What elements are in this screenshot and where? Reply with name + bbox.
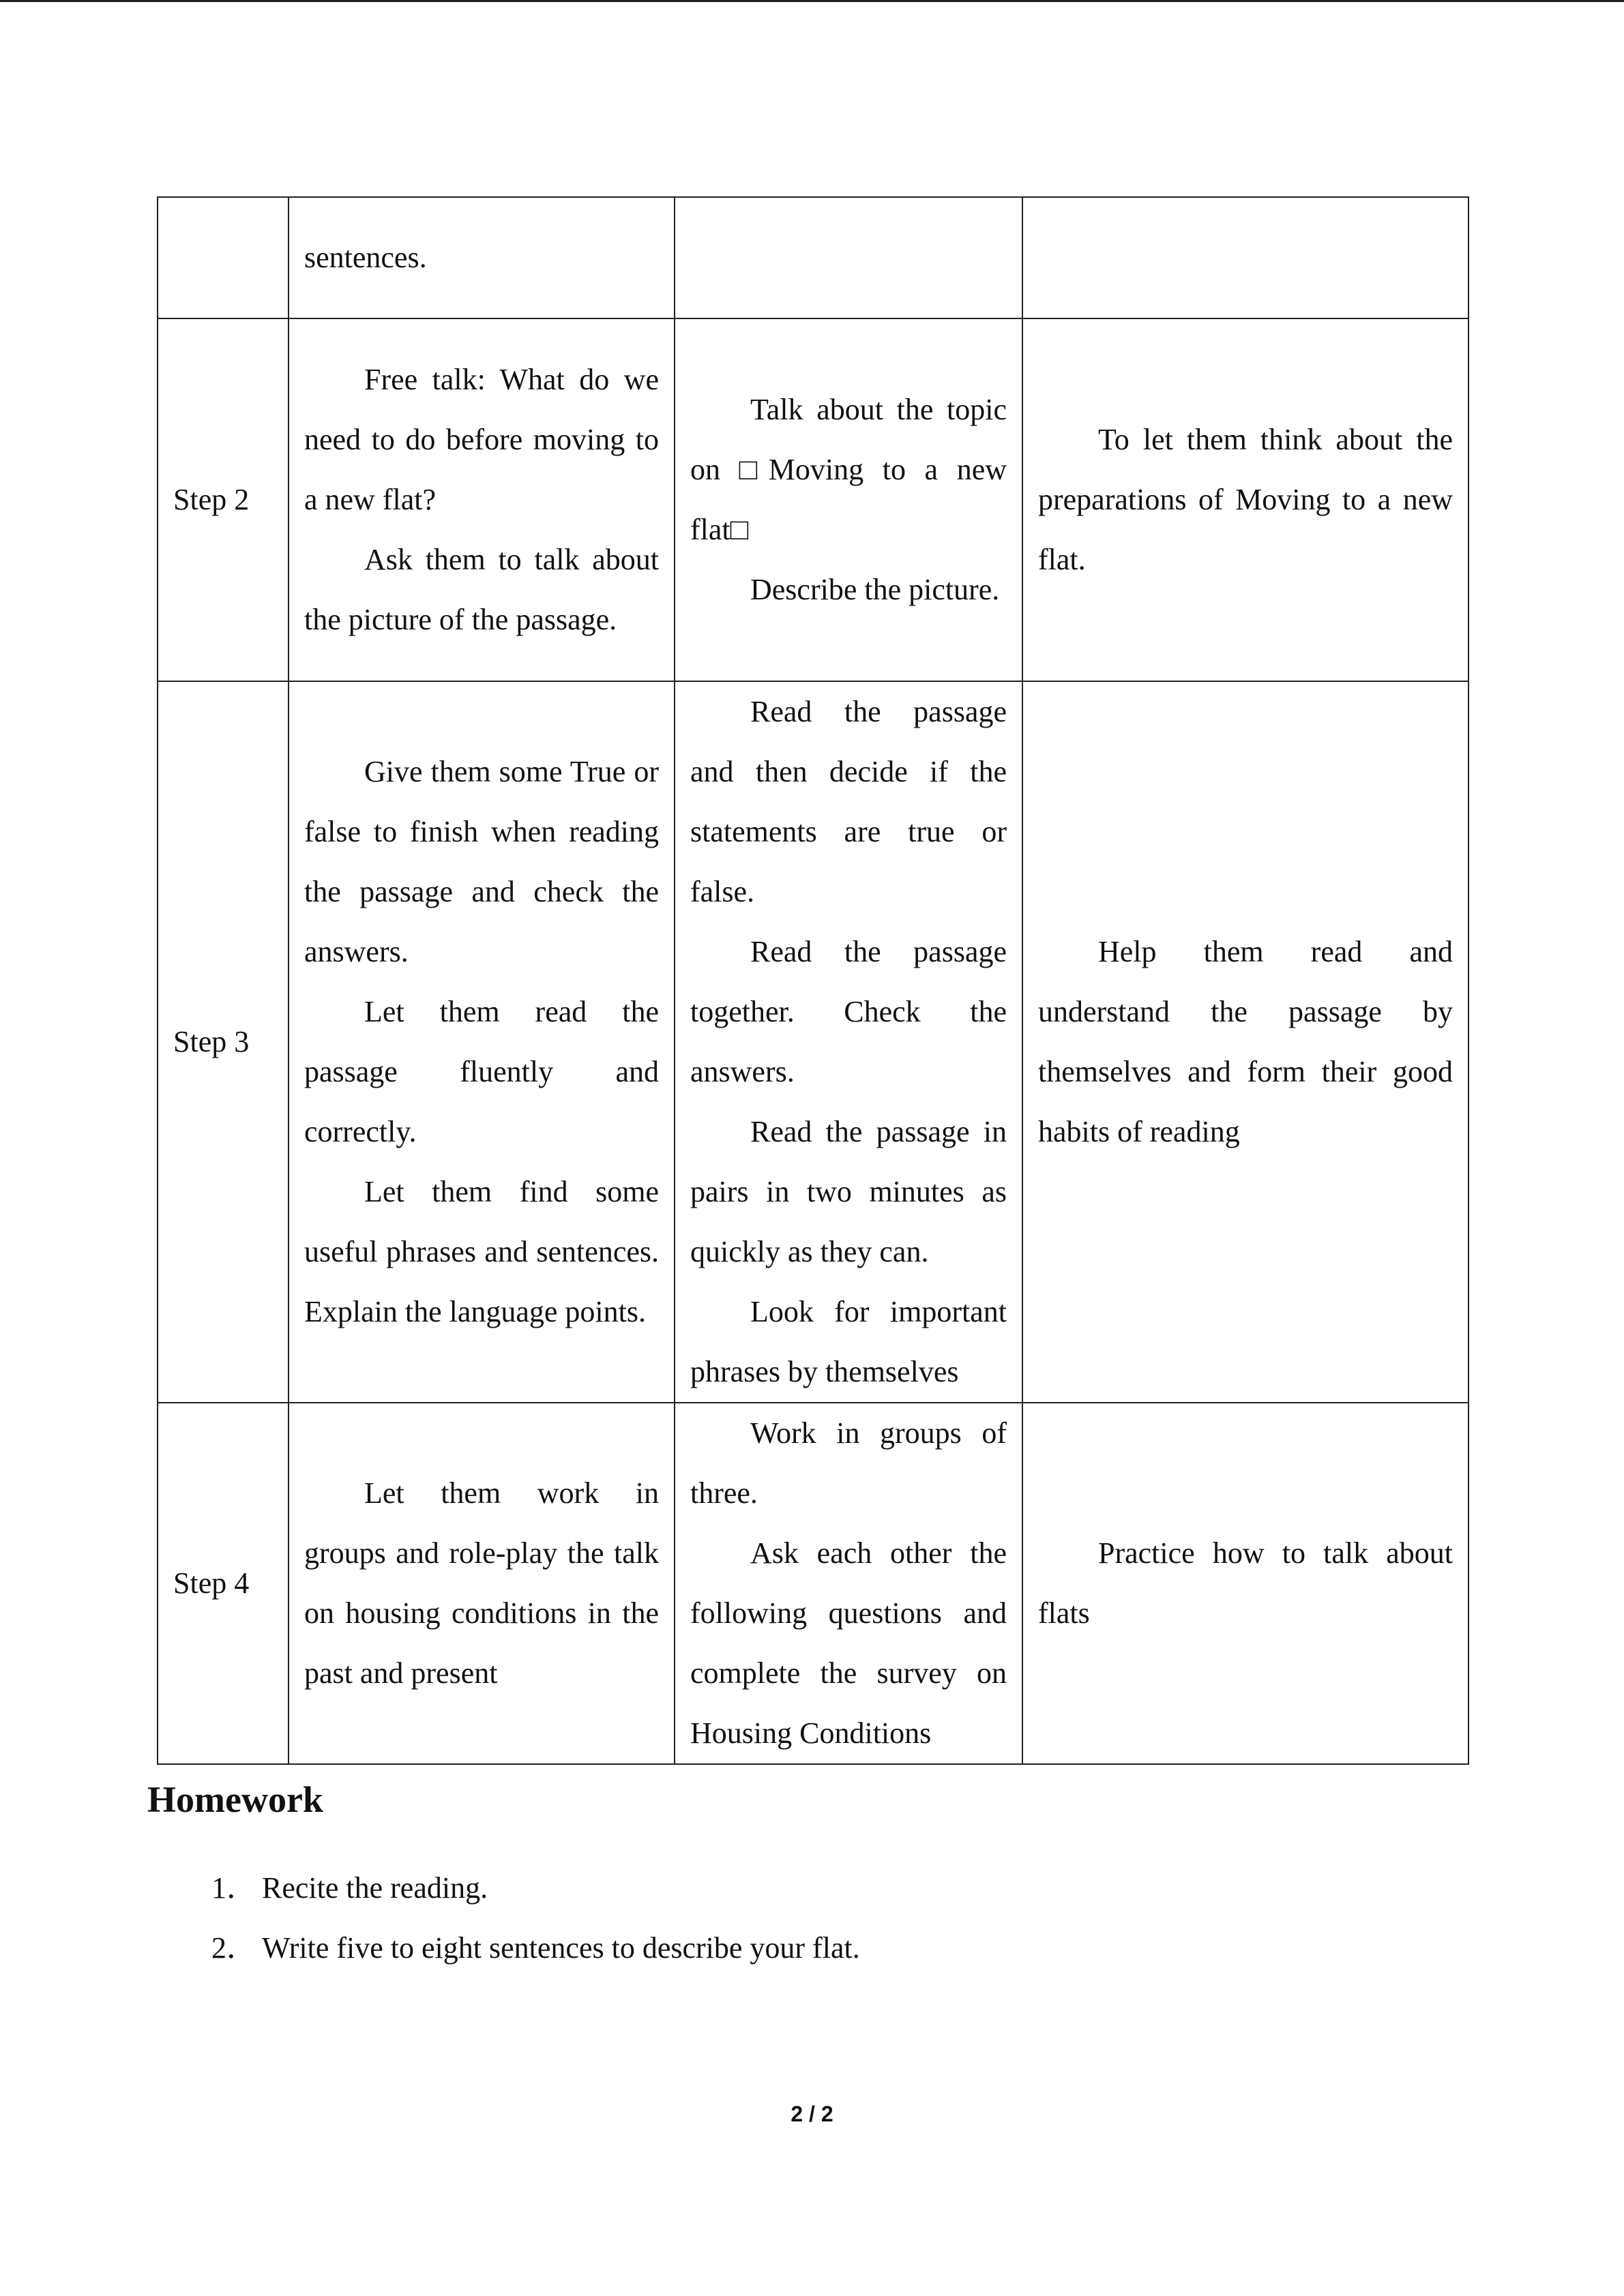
teacher-activity-text: Let them find some useful phrases and sentences. Explain the language points. [304, 1175, 659, 1328]
table-row [158, 681, 1468, 1403]
student-activity-text: Talk about the topic on □Moving to a new flat□ [690, 393, 1007, 546]
purpose-cell [1022, 318, 1468, 681]
page-number: 2 / 2 [791, 2102, 833, 2126]
student-activity-cell [675, 1403, 1022, 1764]
student-activity-text: Read the passage in pairs in two minutes as quickly as they can. [690, 1115, 1007, 1268]
teacher-activity-text: sentences. [304, 241, 427, 274]
step-cell [158, 197, 289, 318]
student-activity-text: Describe the picture. [750, 573, 1000, 606]
purpose-text: Help them read and understand the passage by themselves and form their good habits of reading [1038, 935, 1453, 1148]
purpose-cell [1022, 681, 1468, 1403]
lesson-plan-table [157, 196, 1469, 1765]
student-activity-text: Work in groups of three. [690, 1416, 1007, 1510]
student-activity-text: Read the passage together. Check the answers. [690, 935, 1007, 1088]
step-cell: Step 2 [158, 318, 289, 681]
homework-heading: Homework [147, 1779, 323, 1820]
table-row [158, 318, 1468, 681]
page-top-border [0, 0, 1624, 2]
teacher-activity-cell [289, 1403, 675, 1764]
list-item-number: 1． [211, 1871, 256, 1905]
list-item-text: Write five to eight sentences to describe your flat. [262, 1931, 860, 1965]
purpose-text: To let them think about the preparations of Moving to a new flat. [1038, 423, 1453, 576]
step-cell: Step 3 [158, 681, 289, 1403]
teacher-activity-text: Let them work in groups and role-play the talk on housing conditions in the past and present [304, 1476, 659, 1690]
teacher-activity-text: Free talk: What do we need to do before moving to a new flat? [304, 363, 659, 516]
student-activity-cell [675, 197, 1022, 318]
teacher-activity-cell [289, 318, 675, 681]
teacher-activity-cell [289, 197, 675, 318]
purpose-cell [1022, 197, 1468, 318]
student-activity-cell [675, 681, 1022, 1403]
homework-list [211, 1858, 860, 1978]
student-activity-text: Ask each other the following questions and complete the survey on Housing Conditions [690, 1536, 1007, 1750]
student-activity-cell [675, 318, 1022, 681]
teacher-activity-text: Ask them to talk about the picture of the passage. [304, 543, 659, 636]
list-item-text: Recite the reading. [262, 1871, 488, 1905]
list-item [211, 1918, 860, 1978]
list-item-number: 2． [211, 1931, 256, 1965]
teacher-activity-cell [289, 681, 675, 1403]
purpose-cell [1022, 1403, 1468, 1764]
teacher-activity-text: Let them read the passage fluently and correctly. [304, 995, 659, 1148]
table-row [158, 1403, 1468, 1764]
student-activity-text: Look for important phrases by themselves [690, 1295, 1007, 1388]
student-activity-text: Read the passage and then decide if the statements are true or false. [690, 695, 1007, 908]
table-row [158, 197, 1468, 318]
teacher-activity-text: Give them some True or false to finish when reading the passage and check the answers. [304, 755, 659, 968]
step-cell: Step 4 [158, 1403, 289, 1764]
list-item [211, 1858, 860, 1918]
purpose-text: Practice how to talk about flats [1038, 1536, 1453, 1630]
